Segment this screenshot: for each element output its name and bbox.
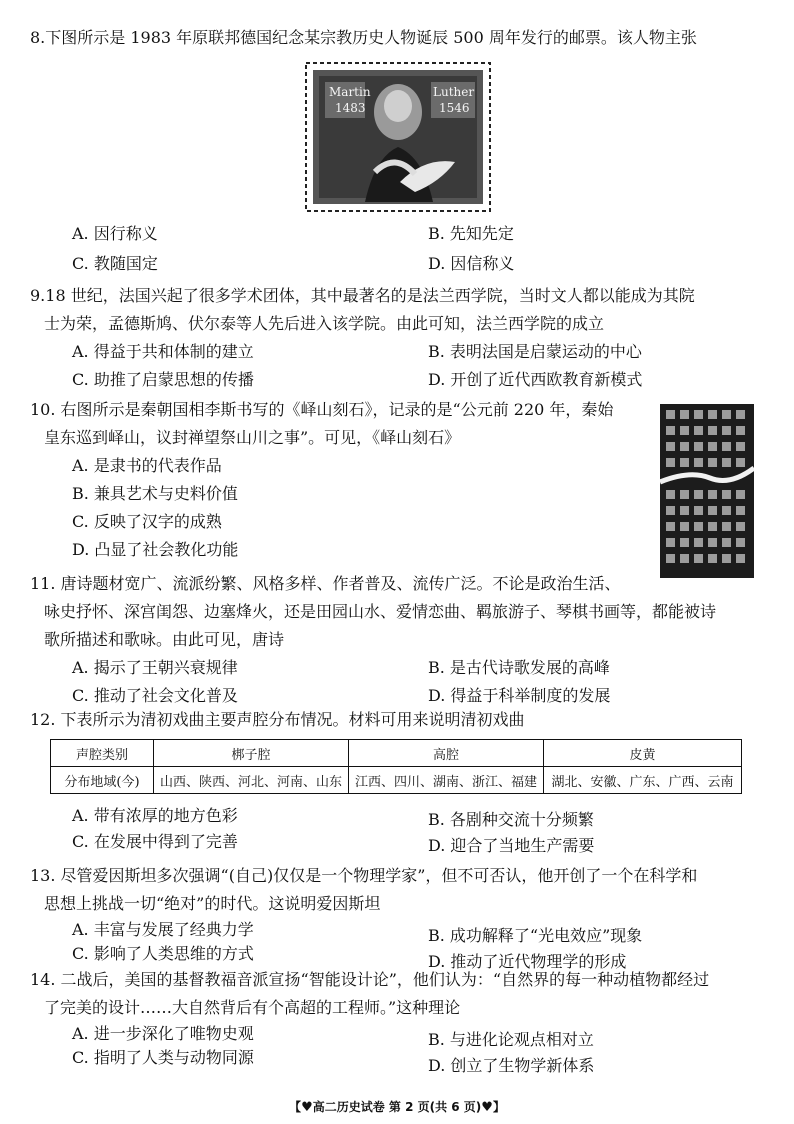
question-9-option-c[interactable]: C. 助推了启蒙思想的传播 <box>72 370 254 389</box>
question-14-option-c[interactable]: C. 指明了人类与动物同源 <box>72 1048 254 1067</box>
table-header-cell: 皮黄 <box>544 740 742 767</box>
question-8-option-b[interactable]: B. 先知先定 <box>428 224 514 243</box>
opera-voice-table <box>50 739 742 794</box>
question-13 <box>30 862 778 971</box>
yishan-stele-rubbing-image <box>660 404 754 578</box>
question-11-stem-line-2: 咏史抒怀、深宫闺怨、边塞烽火，还是田园山水、爱情恋曲、羁旅游子、琴棋书画等，都能被诗 <box>44 602 717 621</box>
footer-right-bracket: 】 <box>492 1100 505 1114</box>
question-11-option-c[interactable]: C. 推动了社会文化普及 <box>72 686 238 705</box>
heart-icon: ♥ <box>301 1100 313 1115</box>
question-14-option-b[interactable]: B. 与进化论观点相对立 <box>428 1030 594 1049</box>
question-13-option-d[interactable]: D. 推动了近代物理学的形成 <box>428 952 627 971</box>
question-13-stem-line-2: 思想上挑战一切“绝对”的时代。这说明爱因斯坦 <box>44 894 381 913</box>
table-header-cell: 声腔类别 <box>51 740 154 767</box>
footer-text: 高二历史试卷 第 2 页(共 6 页) <box>312 1100 482 1114</box>
question-9-option-a[interactable]: A. 得益于共和体制的建立 <box>72 342 254 361</box>
heart-icon: ♥ <box>481 1100 493 1115</box>
table-header-row <box>51 740 742 767</box>
question-14-option-d[interactable]: D. 创立了生物学新体系 <box>428 1056 595 1075</box>
question-9-stem-line-2: 士为荣，孟德斯鸠、伏尔泰等人先后进入该学院。由此可知，法兰西学院的成立 <box>44 314 605 333</box>
question-10-option-a[interactable]: A. 是隶书的代表作品 <box>72 456 222 475</box>
question-9 <box>30 282 778 389</box>
question-12-option-b[interactable]: B. 各剧种交流十分频繁 <box>428 810 594 829</box>
question-10-option-d[interactable]: D. 凸显了社会教化功能 <box>72 540 239 559</box>
stamp-year-birth: 1483 <box>335 101 366 115</box>
question-8-option-a[interactable]: A. 因行称义 <box>72 224 158 243</box>
question-9-option-d[interactable]: D. 开创了近代西欧教育新模式 <box>428 370 643 389</box>
table-row <box>51 767 742 794</box>
question-14-option-a[interactable]: A. 进一步深化了唯物史观 <box>72 1024 254 1043</box>
question-14 <box>30 966 778 1075</box>
question-13-option-a[interactable]: A. 丰富与发展了经典力学 <box>72 920 254 939</box>
question-13-option-b[interactable]: B. 成功解释了“光电效应”现象 <box>428 926 643 945</box>
question-11-stem-line-3: 歌所描述和歌咏。由此可见，唐诗 <box>44 630 285 649</box>
question-10-stem-line-1: 10. 右图所示是秦朝国相李斯书写的《峄山刻石》，记录的是“公元前 220 年，秦始 <box>30 400 614 419</box>
question-12-stem: 12. 下表所示为清初戏曲主要声腔分布情况。材料可用来说明清初戏曲 <box>30 710 525 729</box>
table-cell: 山西、陕西、河北、河南、山东 <box>154 767 349 794</box>
question-11-option-d[interactable]: D. 得益于科举制度的发展 <box>428 686 611 705</box>
footer-left-bracket: 【 <box>289 1100 302 1114</box>
stamp-name-martin: Martin <box>329 85 371 99</box>
question-12-option-c[interactable]: C. 在发展中得到了完善 <box>72 832 238 851</box>
question-10 <box>30 396 650 559</box>
question-11 <box>30 570 778 705</box>
luther-stamp-image <box>305 62 491 212</box>
table-cell: 湖北、安徽、广东、广西、云南 <box>544 767 742 794</box>
question-10-option-b[interactable]: B. 兼具艺术与史料价值 <box>72 484 238 503</box>
question-8-option-c[interactable]: C. 教随国定 <box>72 254 158 273</box>
table-cell: 分布地域(今) <box>51 767 154 794</box>
question-10-option-c[interactable]: C. 反映了汉字的成熟 <box>72 512 222 531</box>
stamp-name-luther: Luther <box>433 85 475 99</box>
question-8-option-d[interactable]: D. 因信称义 <box>428 254 515 273</box>
question-11-option-a[interactable]: A. 揭示了王朝兴衰规律 <box>72 658 238 677</box>
question-12 <box>30 706 778 734</box>
table-cell: 江西、四川、湖南、浙江、福建 <box>349 767 544 794</box>
question-8 <box>30 24 778 52</box>
question-11-option-b[interactable]: B. 是古代诗歌发展的高峰 <box>428 658 610 677</box>
table-header-cell: 梆子腔 <box>154 740 349 767</box>
question-14-stem-line-1: 14. 二战后，美国的基督教福音派宣扬“智能设计论”，他们认为：“自然界的每一种动植物都经过 <box>30 970 710 989</box>
question-10-stem-line-2: 皇东巡到峄山，议封禅望祭山川之事”。可见，《峄山刻石》 <box>44 428 461 447</box>
question-13-option-c[interactable]: C. 影响了人类思维的方式 <box>72 944 254 963</box>
question-9-option-b[interactable]: B. 表明法国是启蒙运动的中心 <box>428 342 642 361</box>
stamp-year-death: 1546 <box>439 101 470 115</box>
table-header-cell: 高腔 <box>349 740 544 767</box>
question-13-stem-line-1: 13. 尽管爱因斯坦多次强调“(自己)仅仅是一个物理学家”，但不可否认，他开创了一个在科学和 <box>30 866 698 885</box>
question-8-stem: 8.下图所示是 1983 年原联邦德国纪念某宗教历史人物诞辰 500 周年发行的邮票。该人物主张 <box>30 28 697 47</box>
question-12-option-a[interactable]: A. 带有浓厚的地方色彩 <box>72 806 238 825</box>
question-11-stem-line-1: 11. 唐诗题材宽广、流派纷繁、风格多样、作者普及、流传广泛。不论是政治生活、 <box>30 574 621 593</box>
page-footer <box>0 1098 794 1115</box>
question-9-stem-line-1: 9.18 世纪，法国兴起了很多学术团体，其中最著名的是法兰西学院，当时文人都以能成为其院 <box>30 286 695 305</box>
question-12-option-d[interactable]: D. 迎合了当地生产需要 <box>428 836 595 855</box>
question-14-stem-line-2: 了完美的设计……大自然背后有个高超的工程师。”这种理论 <box>44 998 461 1017</box>
